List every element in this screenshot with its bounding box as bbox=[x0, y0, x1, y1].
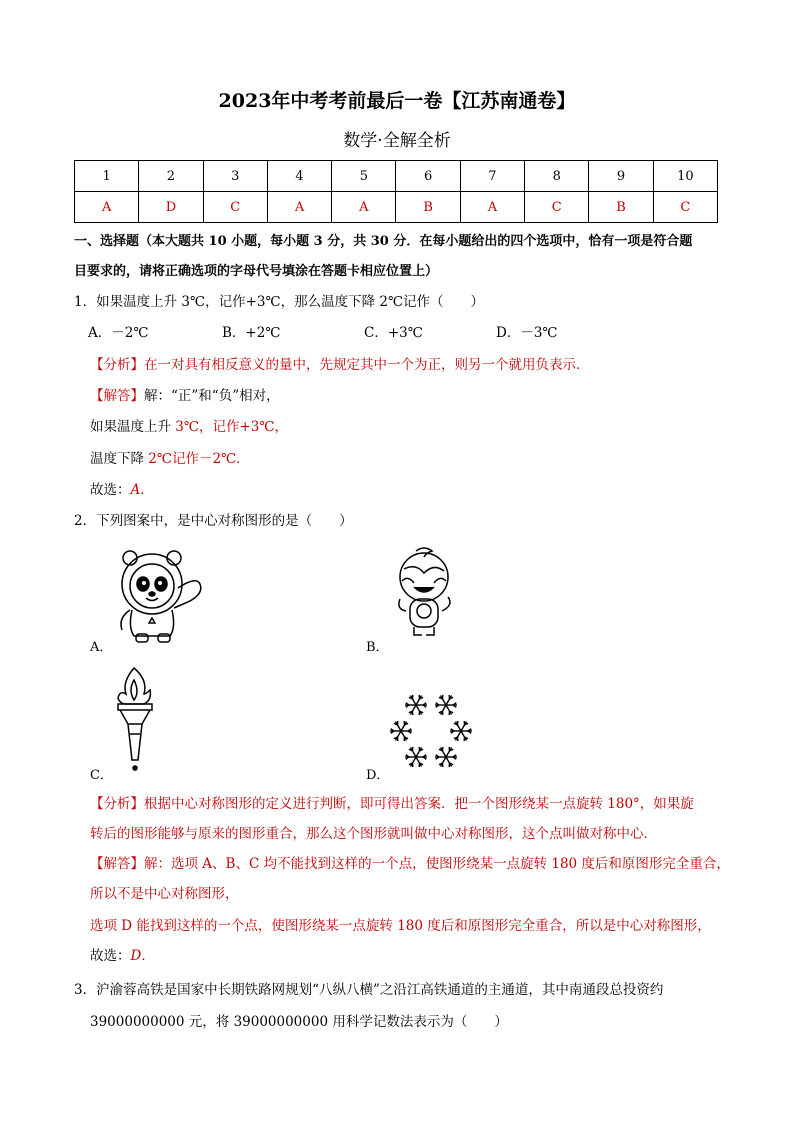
analysis-text: 在一对具有相反意义的量中，先规定其中一个为正，则另一个就用负表示． bbox=[144, 357, 590, 373]
q3-stem-line2: 39000000000 元，将 39000000000 用科学记数法表示为（ ） bbox=[90, 1014, 508, 1030]
choice-letter: D bbox=[130, 948, 142, 964]
q1-solution bbox=[90, 386, 280, 406]
snowflake-shape bbox=[435, 695, 457, 715]
answer-letter-cell: A bbox=[267, 192, 331, 223]
analysis-tag: 【分析】 bbox=[90, 796, 144, 812]
q2-label-b: B． bbox=[366, 640, 389, 655]
choice-end: ． bbox=[140, 482, 154, 498]
snowflake-ring-figure bbox=[384, 684, 478, 778]
answer-number-cell: 2 bbox=[139, 161, 203, 192]
answer-letter-cell: C bbox=[203, 192, 267, 223]
q2-analysis-line2: 转后的图形能够与原来的图形重合，那么这个图形就叫做中心对称图形，这个点叫做对称中心． bbox=[90, 826, 657, 842]
answer-number-cell: 8 bbox=[525, 161, 589, 192]
analysis-text: 根据中心对称图形的定义进行判断，即可得出答案．把一个图形绕某一点旋转 180°，如果旋 bbox=[144, 796, 694, 812]
answer-letter-cell: D bbox=[139, 192, 203, 223]
q1-stem: 1．如果温度上升 3℃，记作+3℃，那么温度下降 2℃记作（ ） bbox=[74, 294, 485, 310]
q2-choice bbox=[90, 946, 155, 966]
answer-letter-cell: C bbox=[653, 192, 717, 223]
answer-number-cell: 10 bbox=[653, 161, 717, 192]
choice-prefix: 故选： bbox=[90, 482, 131, 498]
snowflake-shape bbox=[435, 747, 457, 767]
snowflake-shape bbox=[405, 747, 427, 767]
answer-letter-cell: C bbox=[525, 192, 589, 223]
q1-option-c: C．+3℃ bbox=[364, 325, 423, 341]
q2-solution-line2: 所以不是中心对称图形， bbox=[90, 886, 239, 902]
snowflake-shape bbox=[450, 721, 472, 741]
q1-option-b: B．+2℃ bbox=[222, 325, 281, 341]
answer-table-answer-row bbox=[75, 192, 718, 223]
answer-number-cell: 4 bbox=[267, 161, 331, 192]
solution-line-value: 3℃，记作+3℃， bbox=[171, 419, 288, 435]
mascot-lantern-figure bbox=[386, 545, 460, 645]
q1-solution-line-a bbox=[90, 417, 288, 437]
snowflake-shape bbox=[405, 695, 427, 715]
q1-solution-line-b bbox=[90, 449, 250, 469]
q1-choice bbox=[90, 480, 154, 500]
torch-figure bbox=[112, 664, 158, 774]
solution-tag: 【解答】 bbox=[90, 388, 144, 404]
q2-solution-line3: 选项 D 能找到这样的一个点，使图形绕某一点旋转 180 度后和原图形完全重合，所以是中心对称图形， bbox=[90, 918, 711, 934]
solution-line-text: 如果温度上升 bbox=[90, 419, 171, 435]
q2-solution-line1 bbox=[90, 854, 730, 874]
section-heading-line2: 目要求的，请将正确选项的字母代号填涂在答题卡相应位置上） bbox=[74, 264, 439, 279]
answer-letter-cell: A bbox=[460, 192, 524, 223]
q2-stem: 2．下列图案中，是中心对称图形的是（ ） bbox=[74, 513, 353, 529]
answer-number-cell: 9 bbox=[589, 161, 653, 192]
section-heading-line1: 一、选择题（本大题共 10 小题，每小题 3 分，共 30 分．在每小题给出的四个选项中，恰有一项是符合题 bbox=[74, 234, 693, 249]
solution-line-value: 2℃记作－2℃． bbox=[144, 451, 250, 467]
answer-number-cell: 1 bbox=[75, 161, 139, 192]
answer-letter-cell: B bbox=[589, 192, 653, 223]
choice-prefix: 故选： bbox=[90, 948, 131, 964]
snowflake-shape bbox=[390, 721, 412, 741]
answer-letter-cell: A bbox=[75, 192, 139, 223]
page-title: 2023年中考考前最后一卷【江苏南通卷】 bbox=[218, 90, 576, 112]
solution-text: 解：选项 A、B、C 均不能找到这样的一个点，使图形绕某一点旋转 180 度后和原图形完全重合， bbox=[144, 856, 730, 872]
choice-letter: A bbox=[130, 482, 141, 498]
answer-letter-cell: A bbox=[332, 192, 396, 223]
q2-label-a: A． bbox=[90, 640, 113, 655]
q2-label-c: C． bbox=[90, 768, 113, 783]
q1-option-a: A．－2℃ bbox=[88, 325, 149, 341]
answer-number-cell: 3 bbox=[203, 161, 267, 192]
answer-table bbox=[74, 160, 718, 223]
answer-table-number-row bbox=[75, 161, 718, 192]
solution-line-text: 温度下降 bbox=[90, 451, 144, 467]
q3-stem-line1: 3．沪渝蓉高铁是国家中长期铁路网规划“八纵八横”之沿江高铁通道的主通道，其中南通段总投资约 bbox=[74, 982, 664, 998]
q2-label-d: D． bbox=[366, 768, 390, 783]
answer-number-cell: 6 bbox=[396, 161, 460, 192]
analysis-tag: 【分析】 bbox=[90, 357, 144, 373]
answer-number-cell: 5 bbox=[332, 161, 396, 192]
mascot-panda-figure bbox=[108, 548, 212, 648]
solution-tag: 【解答】 bbox=[90, 856, 144, 872]
page-subtitle: 数学·全解全析 bbox=[343, 131, 451, 151]
q2-analysis-line1 bbox=[90, 794, 694, 814]
answer-number-cell: 7 bbox=[460, 161, 524, 192]
answer-letter-cell: B bbox=[396, 192, 460, 223]
choice-end: ． bbox=[141, 948, 155, 964]
q1-option-d: D．－3℃ bbox=[496, 325, 558, 341]
q1-analysis bbox=[90, 355, 590, 375]
solution-text: 解：“正”和“负”相对， bbox=[144, 388, 280, 404]
